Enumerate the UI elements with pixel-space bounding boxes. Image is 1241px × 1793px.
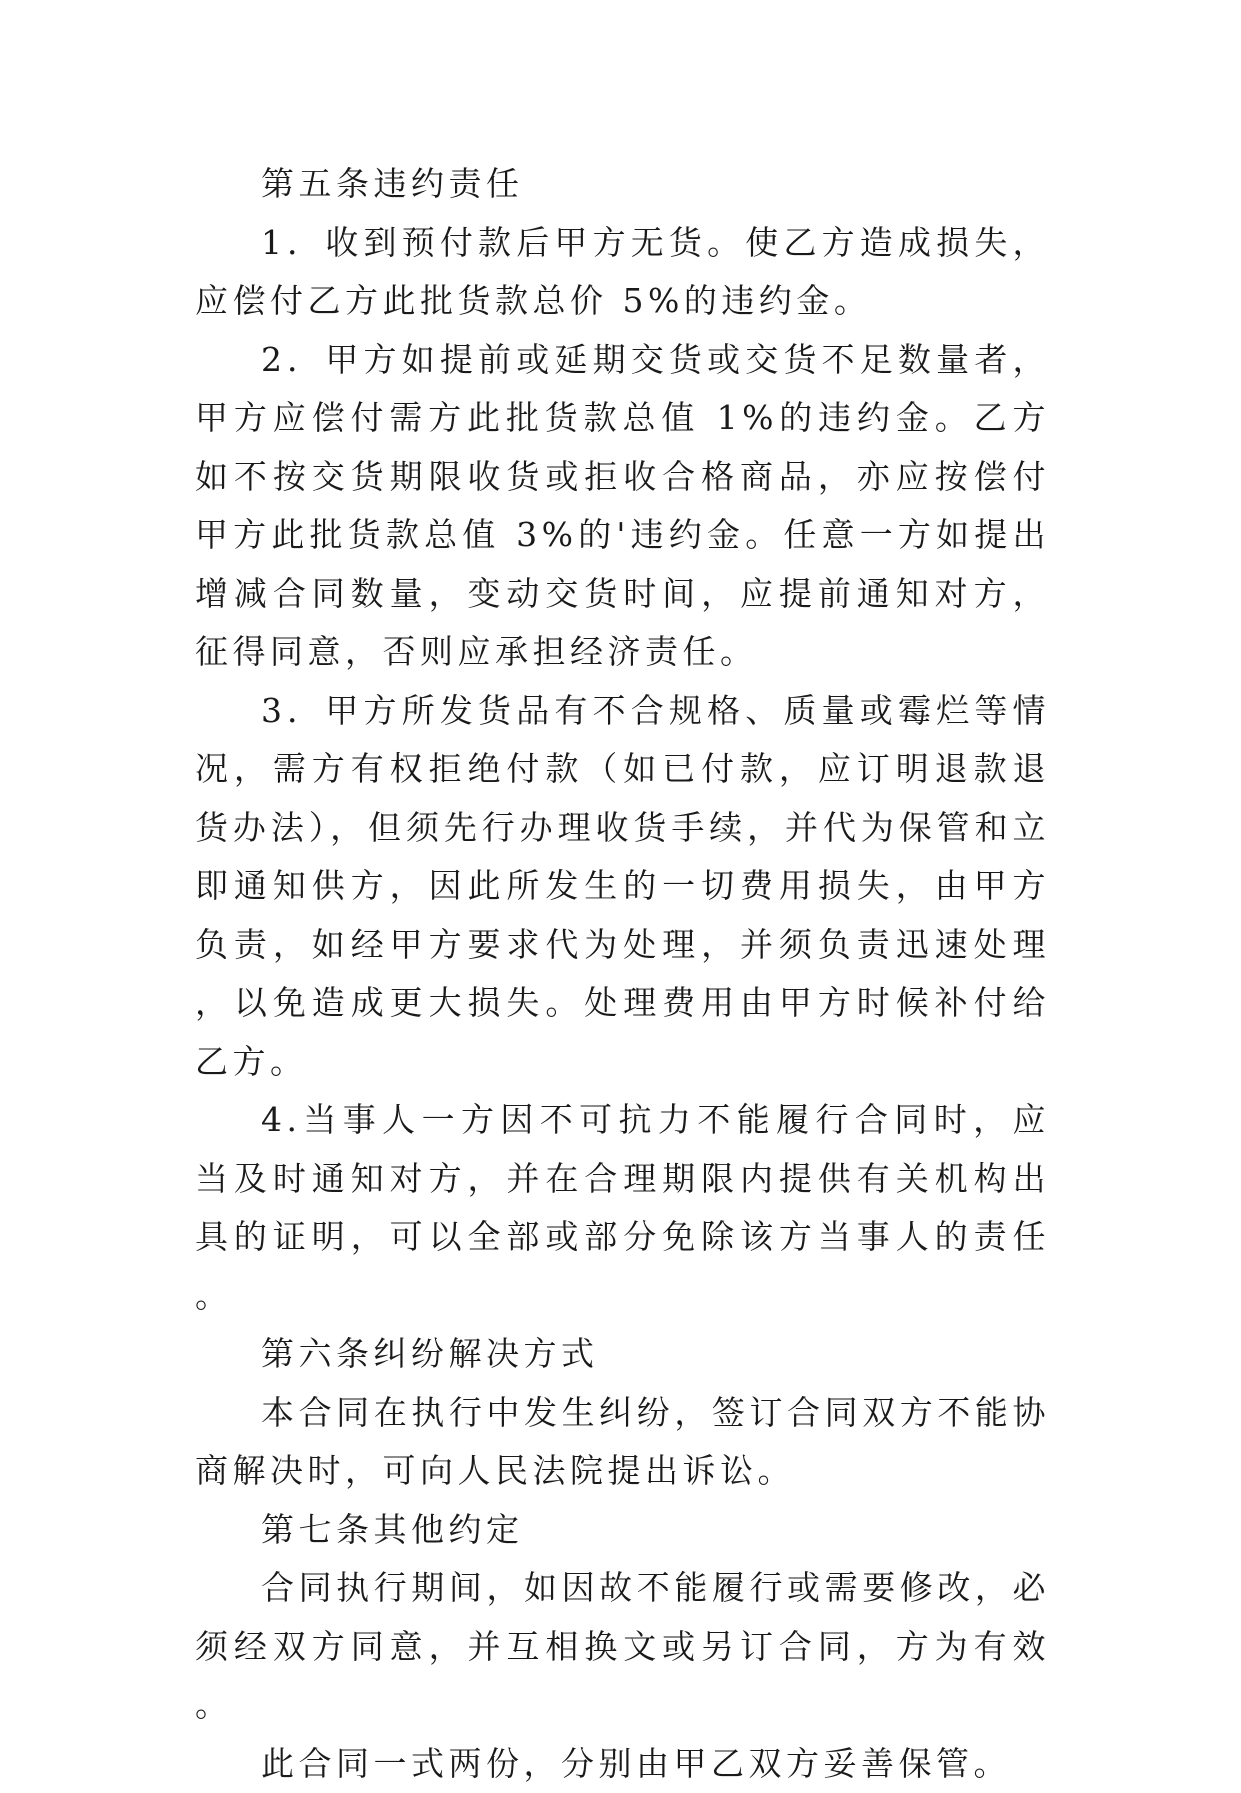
clause-4-force-majeure: 4.当事人一方因不可抗力不能履行合同时，应当及时通知对方，并在合理期限内提供有关机构出具的证明，可以全部或部分免除该方当事人的责任。: [195, 1091, 1050, 1325]
clause-3-quality-issues: 3．甲方所发货品有不合规格、质量或霉烂等情况，需方有权拒绝付款（如已付款，应订明退款退货办法），但须先行办理收货手续，并代为保管和立即通知供方，因此所发生的一切费用损失，由甲方负责，如经甲方要求代为处理，并须负责迅速处理，以免造成更大损失。处理费用由甲方时候补付给乙方。: [195, 682, 1050, 1092]
copies-statement: 此合同一式两份，分别由甲乙双方妥善保管。: [195, 1735, 1050, 1793]
other-agreements-text: 合同执行期间，如因故不能履行或需要修改，必须经双方同意，并互相换文或另订合同，方为有效。: [195, 1559, 1050, 1735]
section-heading-dispute-resolution: 第六条纠纷解决方式: [195, 1325, 1050, 1384]
section-heading-breach-liability: 第五条违约责任: [195, 155, 1050, 214]
section-heading-other-agreements: 第七条其他约定: [195, 1501, 1050, 1560]
clause-1-no-goods: 1．收到预付款后甲方无货。使乙方造成损失，应偿付乙方此批货款总价 5%的违约金。: [195, 214, 1050, 331]
dispute-resolution-text: 本合同在执行中发生纠纷，签订合同双方不能协商解决时，可向人民法院提出诉讼。: [195, 1384, 1050, 1501]
document-body: [195, 155, 1050, 1793]
clause-2-delivery-terms: 2．甲方如提前或延期交货或交货不足数量者，甲方应偿付需方此批货款总值 1%的违约金。乙方如不按交货期限收货或拒收合格商品，亦应按偿付甲方此批货款总值 3%的'违约金。任意一方如提出增减合同数量，变动交货时间，应提前通知对方，征得同意，否则应承担经济责任。: [195, 331, 1050, 682]
